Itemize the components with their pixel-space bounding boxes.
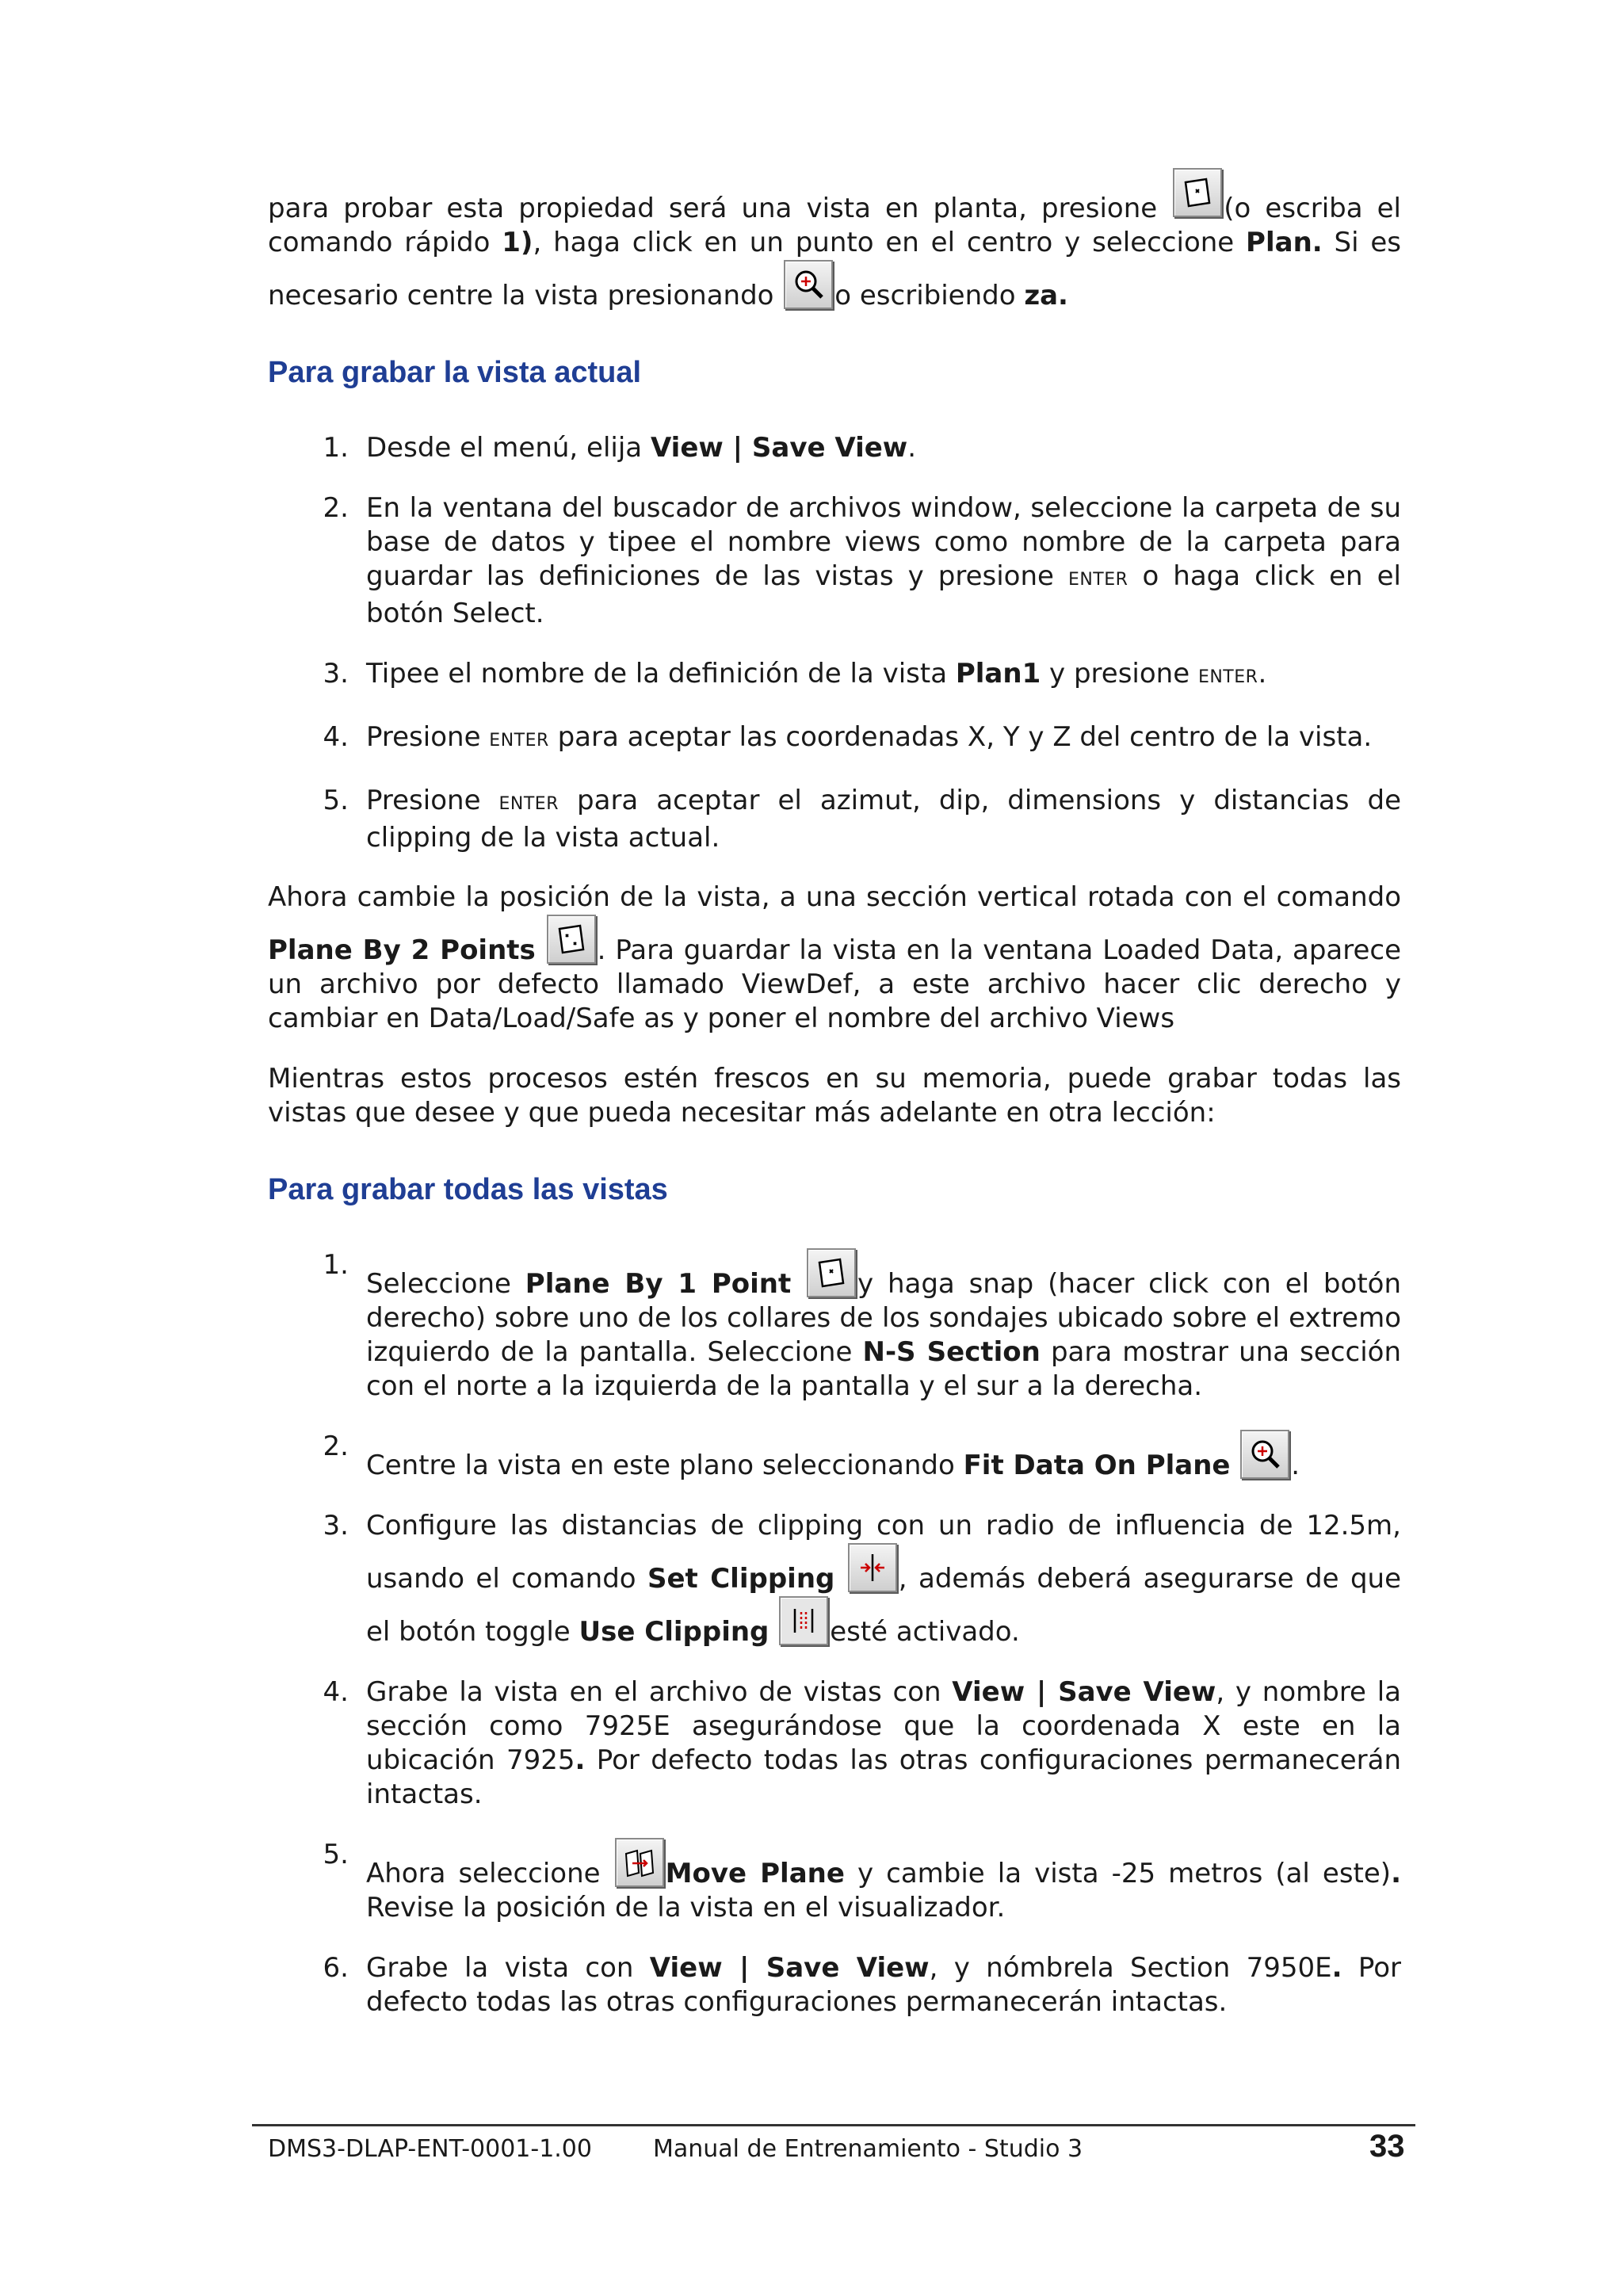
list-number: 5. — [323, 785, 349, 816]
intro-paragraph — [268, 168, 1401, 313]
text: Plane By 2 Points — [268, 934, 536, 966]
text: para probar esta propiedad será una vista en planta, presione — [268, 193, 1172, 224]
text: Ahora cambie la posición de la vista, a una sección vertical rotada con el comando — [268, 881, 1401, 913]
text: Plan1 — [955, 658, 1041, 690]
steps-list-save-all — [268, 1248, 1401, 2019]
footer-divider — [252, 2124, 1415, 2126]
use-clipping-icon[interactable] — [779, 1596, 828, 1645]
text: (o escriba el comando rápido — [268, 193, 1402, 258]
text: View | Save View — [650, 432, 908, 464]
text: , haga click en un punto en el centro y seleccione — [533, 227, 1247, 258]
text: Grabe la vista en el archivo de vistas con — [366, 1676, 953, 1708]
text: y haga snap (hacer click con el botón derecho) sobre uno de los collares de los sondajes ubicado sobre el extremo izquierdo de la pantalla. Seleccione — [366, 1268, 1401, 1368]
text: Si es necesario centre la vista presionando — [268, 227, 1401, 311]
text: , además deberá asegurarse de que el botón toggle — [366, 1563, 1401, 1648]
list-item — [268, 657, 1401, 694]
footer-document-code: DMS3-DLAP-ENT-0001-1.00 — [268, 2135, 592, 2163]
paragraph — [268, 881, 1401, 1036]
list-item — [268, 784, 1401, 855]
text: . — [1331, 1952, 1342, 1984]
text: Por defecto todas las otras configuraciones permanecerán intactas. — [366, 1744, 1401, 1810]
list-item — [268, 431, 1401, 465]
text: En la ventana del buscador de archivos window, seleccione la carpeta de su base de datos y tipee el nombre views como nombre de la carpeta para guardar las definiciones de las vistas y presione — [366, 492, 1401, 592]
list-number: 3. — [323, 658, 349, 690]
text: Grabe la vista con — [366, 1952, 650, 1984]
list-number: 3. — [323, 1510, 349, 1541]
text: Desde el menú, elija — [366, 432, 651, 464]
key-name: ENTER — [498, 794, 559, 814]
text: esté activado. — [830, 1616, 1020, 1648]
text: za. — [1024, 280, 1068, 311]
text: Por defecto todas las otras configuraciones permanecerán intactas. — [366, 1952, 1401, 2018]
list-number: 2. — [323, 492, 349, 524]
list-item — [268, 491, 1401, 631]
text: . — [1258, 658, 1267, 690]
list-number: 5. — [323, 1839, 349, 1870]
list-item — [268, 720, 1401, 758]
set-clipping-icon[interactable] — [848, 1543, 897, 1592]
text: N-S Section — [862, 1336, 1041, 1368]
text: . Para guardar la vista en la ventana Loaded Data, aparece un archivo por defecto llamado ViewDef, a este archivo hacer clic derecho y cambiar en Data/Load/Safe as y poner el nombre del archivo Views — [268, 934, 1402, 1034]
page-content — [268, 159, 1401, 2019]
text: Revise la posición de la vista en el visualizador. — [366, 1892, 1006, 1924]
text: . — [907, 432, 917, 464]
text: Presione — [366, 785, 499, 816]
text: y presione — [1041, 658, 1198, 690]
steps-list-save-current — [268, 431, 1401, 855]
section-heading: Para grabar la vista actual — [268, 356, 642, 389]
list-item — [268, 1430, 1401, 1483]
section-heading: Para grabar todas las vistas — [268, 1173, 668, 1206]
text: Presione — [366, 721, 490, 753]
footer-manual-title: Manual de Entrenamiento - Studio 3 — [653, 2135, 1083, 2163]
list-number: 1. — [323, 1249, 349, 1281]
fit-data-on-plane-icon[interactable] — [1240, 1430, 1289, 1479]
text: 1) — [502, 227, 533, 258]
paragraph: Mientras estos procesos estén frescos en su memoria, puede grabar todas las vistas que desee y que pueda necesitar más adelante en otra lección: — [268, 1063, 1401, 1129]
text: View | Save View — [649, 1952, 930, 1984]
zoom-all-icon[interactable] — [784, 260, 833, 309]
plane-icon[interactable] — [1173, 168, 1222, 217]
list-item — [268, 1509, 1401, 1649]
list-number: 2. — [323, 1431, 349, 1462]
text: para aceptar el azimut, dip, dimensions y distancias de clipping de la vista actual. — [366, 785, 1401, 854]
text: Configure las distancias de clipping con un radio de influencia de 12.5m, usando el comando — [366, 1510, 1401, 1595]
text: Plane By 1 Point — [525, 1268, 792, 1300]
text: , y nombre la sección como 7925E asegurándose que la coordenada X este en la ubicación 7925 — [366, 1676, 1401, 1776]
list-number: 1. — [323, 432, 349, 464]
list-item — [268, 1951, 1401, 2019]
key-name: ENTER — [489, 731, 549, 751]
list-item — [268, 1675, 1401, 1812]
text: Ahora seleccione — [366, 1858, 613, 1889]
text: Fit Data On Plane — [963, 1450, 1231, 1481]
text: . — [1391, 1858, 1401, 1889]
plane-by-2-points-icon[interactable] — [547, 915, 596, 964]
text: y cambie la vista -25 metros (al este) — [844, 1858, 1392, 1889]
list-number: 4. — [323, 1676, 349, 1708]
text: , y nómbrela Section 7950E — [929, 1952, 1332, 1984]
list-item — [268, 1248, 1401, 1404]
move-plane-icon[interactable] — [615, 1838, 664, 1887]
text: View | Save View — [952, 1676, 1216, 1708]
text: Centre la vista en este plano seleccionando — [366, 1450, 964, 1481]
text: Plan. — [1246, 227, 1323, 258]
key-name: ENTER — [1197, 667, 1258, 687]
list-number: 6. — [323, 1952, 349, 1984]
text: Use Clipping — [579, 1616, 769, 1648]
list-number: 4. — [323, 721, 349, 753]
text: para mostrar una sección con el norte a la izquierda de la pantalla y el sur a la derecha. — [366, 1336, 1401, 1402]
text: Set Clipping — [647, 1563, 835, 1595]
text: Tipee el nombre de la definición de la vista — [366, 658, 956, 690]
text: . — [1291, 1450, 1300, 1481]
text: Seleccione — [366, 1268, 525, 1300]
key-name: ENTER — [1067, 570, 1128, 590]
list-item — [268, 1838, 1401, 1925]
text: para aceptar las coordenadas X, Y y Z del centro de la vista. — [548, 721, 1373, 753]
text: o haga click en el botón Select. — [366, 560, 1401, 629]
text: . — [575, 1744, 586, 1776]
plane-by-1-point-icon[interactable] — [807, 1248, 856, 1297]
text: Move Plane — [665, 1858, 845, 1889]
page-number: 33 — [1369, 2129, 1405, 2164]
text: o escribiendo — [834, 280, 1025, 311]
